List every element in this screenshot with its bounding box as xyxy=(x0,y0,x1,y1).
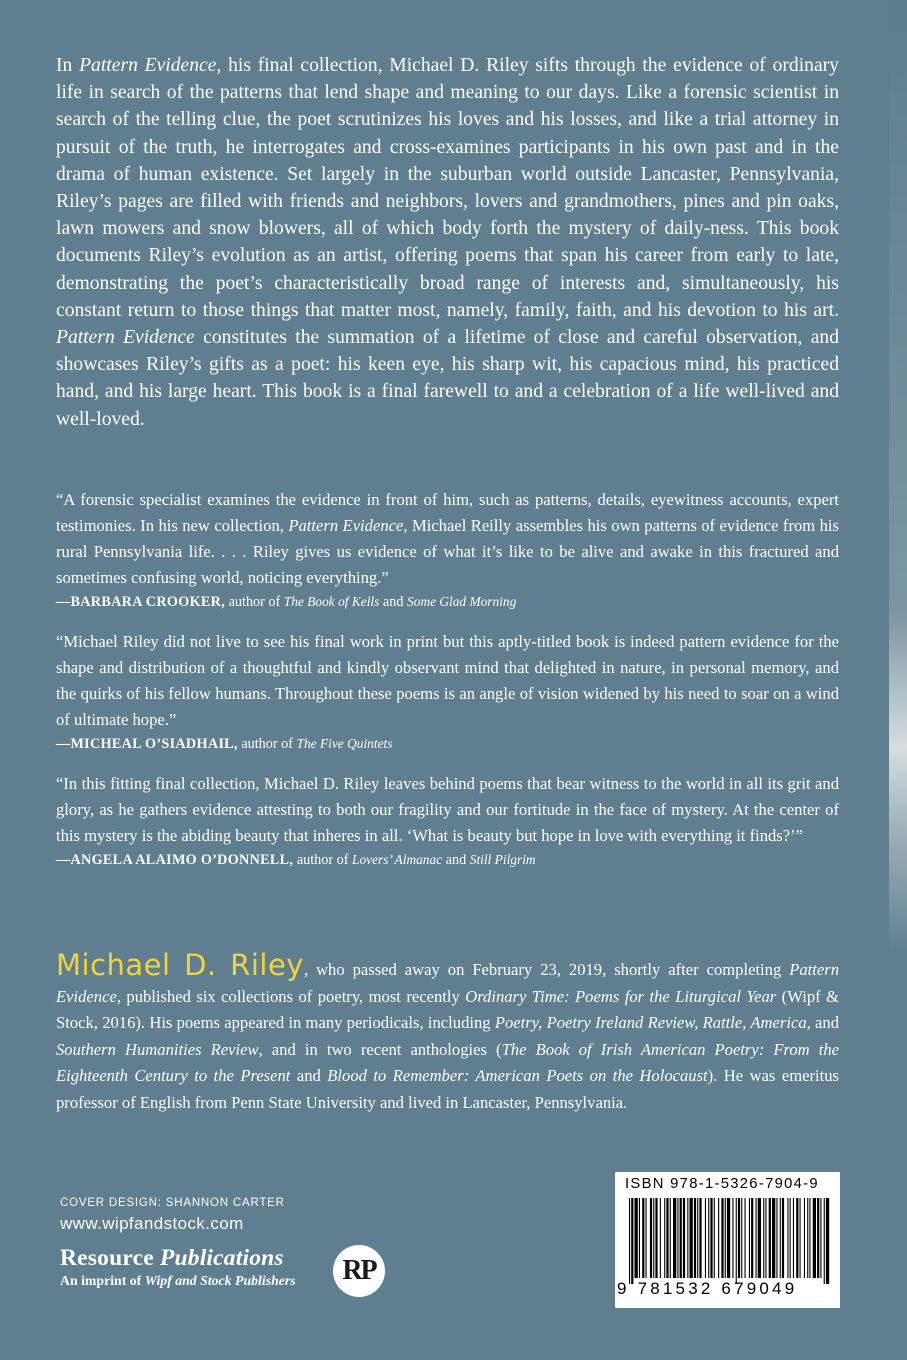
barcode-bar xyxy=(664,1198,665,1278)
barcode-bar xyxy=(635,1198,638,1278)
barcode-bar xyxy=(751,1198,753,1278)
barcode-bar xyxy=(660,1198,661,1278)
barcode-bar xyxy=(796,1198,798,1278)
barcode-bar xyxy=(780,1198,781,1278)
barcode-bar xyxy=(680,1198,682,1278)
barcode-bar xyxy=(749,1198,750,1278)
barcode-bar xyxy=(813,1198,816,1278)
barcode-bar xyxy=(772,1198,775,1278)
endorsement-osiadhail: “Michael Riley did not live to see his final work in print but this aptly-titled book is indeed pattern evidence for the shape and distribution of a thoughtful and kindly observant mind that delighted in nature, in personal memory, and the quirks of his fellow humans. Throughout these poems is an angle of vision widened by his need to soar on a wind of ultimate hope.” —MICHEAL O’SIADHAIL, author of The Five Quintets xyxy=(56,629,839,755)
isbn-barcode-box xyxy=(615,1172,840,1308)
publisher-imprint-line: An imprint of Wipf and Stock Publishers xyxy=(60,1273,296,1288)
barcode-bar xyxy=(710,1198,712,1278)
publisher-logo-icon: RP xyxy=(333,1245,385,1297)
barcode-bar xyxy=(817,1198,819,1278)
barcode-bar xyxy=(824,1198,825,1284)
isbn-label: ISBN 978-1-5326-7904-9 xyxy=(625,1176,819,1192)
barcode-bar xyxy=(690,1198,693,1278)
barcode-bar xyxy=(800,1198,801,1278)
barcode-bar xyxy=(745,1198,746,1278)
barcode-bar xyxy=(790,1198,791,1278)
endorsement-attribution: —ANGELA ALAIMO O’DONNELL, author of Lovers’ Almanac and Still Pilgrim xyxy=(56,852,536,868)
barcode-bar xyxy=(758,1198,761,1278)
barcode-bar xyxy=(708,1198,709,1278)
barcode-bar xyxy=(736,1198,737,1284)
barcode-bar xyxy=(776,1198,777,1278)
barcode-bar xyxy=(809,1198,810,1278)
barcode-bar xyxy=(826,1198,829,1284)
barcode-bar xyxy=(629,1198,630,1284)
barcode-bar xyxy=(697,1198,698,1278)
cover-credits xyxy=(60,1197,285,1234)
barcode-bar xyxy=(673,1198,676,1278)
barcode-bar xyxy=(820,1198,821,1278)
barcode-bar xyxy=(655,1198,657,1278)
barcode-bar xyxy=(769,1198,771,1278)
barcode-bar xyxy=(653,1198,654,1278)
endorsement-attribution: —MICHEAL O’SIADHAIL, author of The Five Quintets xyxy=(56,736,393,752)
barcode-bar xyxy=(639,1198,640,1278)
publisher-imprint xyxy=(60,1245,296,1289)
endorsement-attribution: —BARBARA CROOKER, author of The Book of Kells and Some Glad Morning xyxy=(56,594,517,610)
barcode-bar xyxy=(763,1198,764,1278)
publisher-website: www.wipfandstock.com xyxy=(60,1214,244,1233)
barcode-bar xyxy=(787,1198,788,1278)
barcode-bar xyxy=(738,1198,740,1278)
barcode-bar xyxy=(714,1198,715,1278)
barcode-bar xyxy=(650,1198,652,1278)
barcode-bar xyxy=(732,1198,733,1278)
barcode-bar xyxy=(677,1198,678,1278)
barcode-bar xyxy=(756,1198,757,1278)
barcode-bar xyxy=(642,1198,644,1278)
barcode-bar xyxy=(765,1198,766,1278)
barcode-bar xyxy=(782,1198,784,1278)
barcode-bar xyxy=(721,1198,723,1278)
barcode-bar xyxy=(741,1198,742,1278)
barcode-bar xyxy=(718,1198,719,1278)
barcode-bar xyxy=(699,1198,701,1278)
cover-design-credit: COVER DESIGN: SHANNON CARTER xyxy=(60,1197,285,1209)
barcode-bar xyxy=(694,1198,696,1278)
barcode-bar xyxy=(666,1198,668,1278)
barcode-bar xyxy=(687,1198,688,1278)
barcode-bar xyxy=(807,1198,808,1278)
author-bio: Michael D. Riley, who passed away on February 23, 2019, shortly after completing Pattern Evidence, published six collections of poetry, most recently Ordinary Time: Poems for the Liturgical Year (Wipf & Stock, 2016). His poems appeared in many periodicals, including Poetry, Poetry Ireland Review, Rattle, America, and Southern Humanities Review, and in two recent anthologies (The Book of Irish American Poetry: From the Eighteenth Century to the Present and Blood to Remember: American Poets on the Holocaust). He was emeritus professor of English from Penn State University and lived in Lancaster, Pennsylvania. xyxy=(56,948,839,1112)
author-name: Michael D. Riley xyxy=(56,948,304,982)
endorsement-odonnell: “In this fitting final collection, Michael D. Riley leaves behind poems that bear witness to the world in all its grit and glory, as he gathers evidence attesting to both our fragility and our fortitude in the face of mystery. At the center of this mystery is the abiding beauty that inheres in all. ‘What is beauty but hope in love with everything it finds?’” —ANGELA ALAIMO O’DONNELL, author of Lovers’ Almanac and Still Pilgrim xyxy=(56,771,839,871)
cover-edge-photo xyxy=(889,0,907,1360)
barcode-bar xyxy=(683,1198,685,1278)
book-description: In Pattern Evidence, his final collection, Michael D. Riley sifts through the evidence of ordinary life in search of the patterns that lend shape and meaning to our days. Like a forensic scientist in search of the telling clue, the poet scrutinizes his loves and his losses, and like a trial attorney in pursuit of the truth, he interrogates and cross-examines participants in his own past and in the drama of human existence. Set largely in the suburban world outside Lancaster, Pennsylvania, Riley’s pages are filled with friends and neighbors, lovers and grandmothers, pines and pin oaks, lawn mowers and snow blowers, all of which body forth the mystery of daily-ness. This book documents Riley’s evolution as an artist, offering poems that span his career from early to late, demonstrating the poet’s characteristically broad range of interests and, simultaneously, his constant return to those things that matter most, namely, family, faith, and his devotion to his art. Pattern Evidence constitutes the summation of a lifetime of close and careful observation, and showcases Riley’s gifts as a poet: his keen eye, his sharp wit, his capacious mind, his practiced hand, and his large heart. This book is a final farewell to and a celebration of a life well-lived and well-loved. xyxy=(56,55,839,430)
barcode-bar xyxy=(727,1198,730,1278)
barcode-bar xyxy=(670,1198,671,1278)
barcode-bar xyxy=(804,1198,805,1278)
isbn-digits: 9 781532 679049 xyxy=(617,1279,798,1298)
endorsement-crooker: “A forensic specialist examines the evidence in front of him, such as patterns, details, eyewitness accounts, expert testimonies. In his new collection, Pattern Evidence, Michael Reilly assembles his own patterns of evidence from his rural Pennsylvania life. . . . Riley gives us evidence of what it’s like to be alive and awake in this fractured and sometimes confusing world, noticing everything.” —BARBARA CROOKER, author of The Book of Kells and Some Glad Morning xyxy=(56,487,839,613)
barcode-bar xyxy=(725,1198,726,1278)
barcode-bar xyxy=(793,1198,794,1278)
publisher-name: Resource Publications xyxy=(60,1245,284,1271)
barcode-bar xyxy=(705,1198,706,1278)
barcode-bar xyxy=(631,1198,633,1284)
barcode-bar xyxy=(646,1198,647,1278)
